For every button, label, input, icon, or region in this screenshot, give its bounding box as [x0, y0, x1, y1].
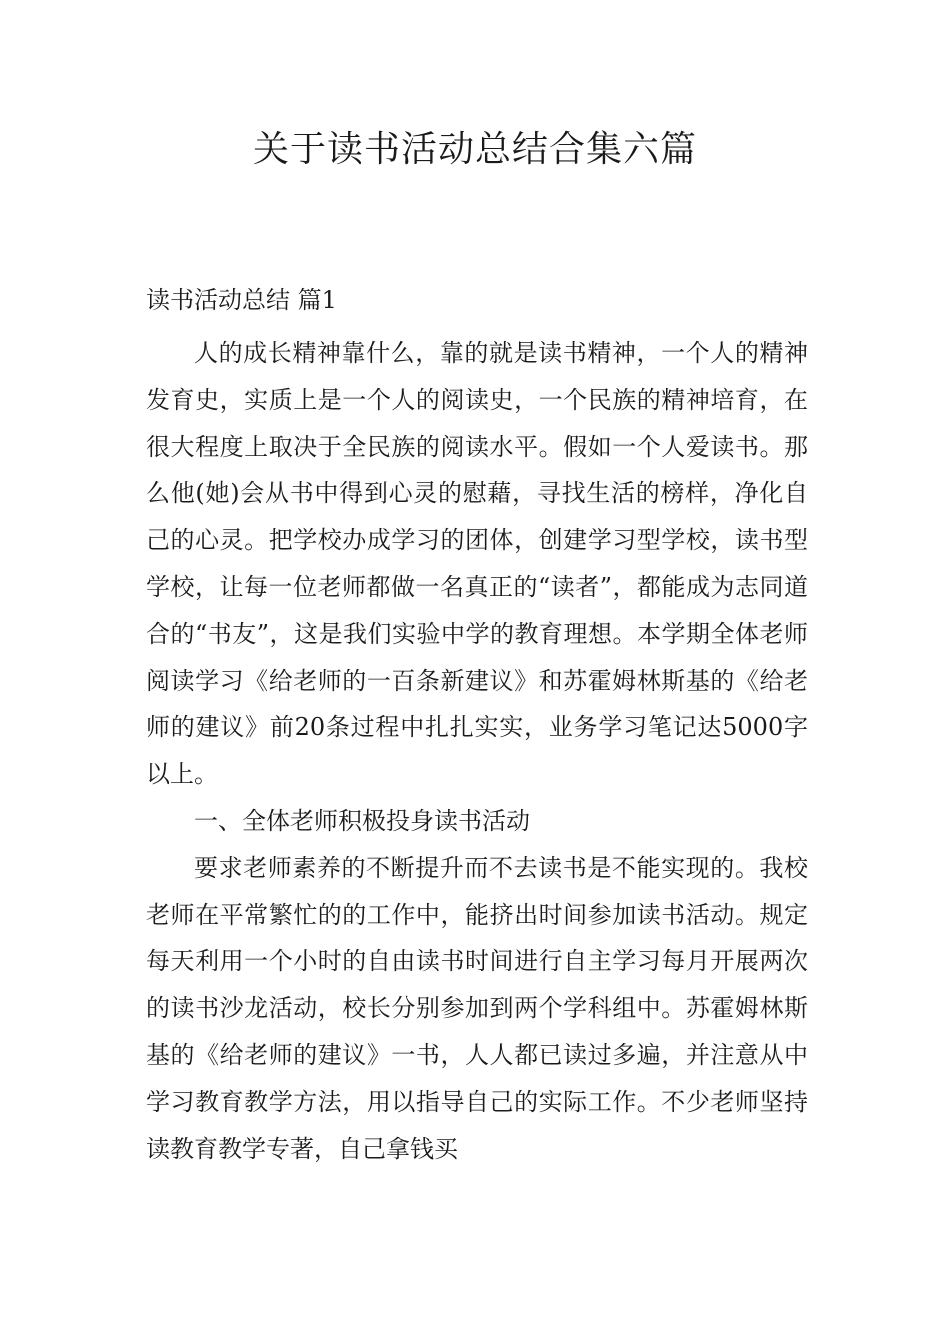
paragraph-subheading: 一、全体老师积极投身读书活动 — [194, 806, 530, 835]
section-heading: 读书活动总结 篇1 — [146, 286, 337, 314]
document-title: 关于读书活动总结合集六篇 — [252, 129, 697, 170]
document-body — [146, 330, 808, 1172]
paragraph-intro: 人的成长精神靠什么，靠的就是读书精神，一个人的精神发育史，实质上是一个人的阅读史，一个民族的精神培育，在很大程度上取决于全民族的阅读水平。假如一个人爱读书。那么他(她)会从书中得到心灵的慰藉，寻找生活的榜样，净化自己的心灵。把学校办成学习的团体，创建学习型学校，读书型学校，让每一位老师都做一名真正的“读者”，都能成为志同道合的“书友”，这是我们实验中学的教育理想。本学期全体老师阅读学习《给老师的一百条新建议》和苏霍姆林斯基的《给老师的建议》前20条过程中扎扎实实，业务学习笔记达5000字以上。 — [146, 339, 808, 789]
paragraph-reading-activity: 要求老师素养的不断提升而不去读书是不能实现的。我校老师在平常繁忙的的工作中，能挤出时间参加读书活动。规定每天利用一个小时的自由读书时间进行自主学习每月开展两次的读书沙龙活动，校长分别参加到两个学科组中。苏霍姆林斯基的《给老师的建议》一书，人人都已读过多遍，并注意从中学习教育教学方法，用以指导自己的实际工作。不少老师坚持读教育教学专著，自己拿钱买 — [146, 853, 808, 1163]
